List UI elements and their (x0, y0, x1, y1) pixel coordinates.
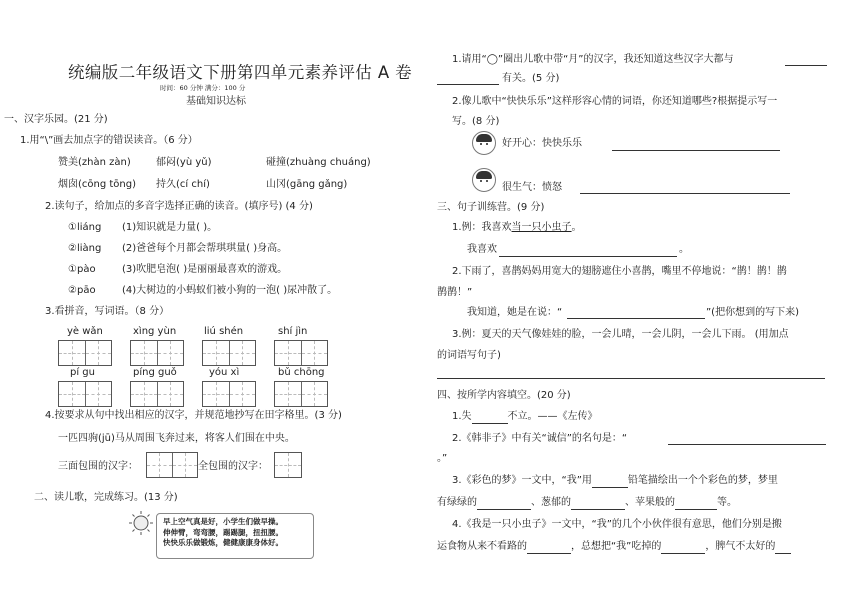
s3-q3: 3.例：夏天的天气像娃娃的脸，一会儿晴，一会儿阴，一会儿下雨。 (用加点 (452, 329, 789, 340)
q4-label-b: 全包围的汉字： (198, 461, 268, 472)
pinyin-label: shí jìn (278, 326, 308, 337)
q4-label-a: 三面包围的汉字： (58, 461, 138, 472)
s3-q2: 2.下雨了，喜鹊妈妈用宽大的翅膀遮住小喜鹊，嘴里不停地说：“鹊！鹊！鹊 (452, 266, 787, 277)
s4-q1 (452, 410, 598, 424)
s4-q3-cont (437, 496, 737, 510)
s1-q4: 4.按要求从句中找出相应的汉字，并规范地抄写在田字格里。(3 分) (45, 410, 342, 421)
answer-line[interactable] (785, 65, 827, 66)
s4-q3-c: 有绿绿的 (437, 497, 477, 508)
s3-q2-end: ”(把你想到的写下来) (706, 307, 799, 318)
s3-q2-cont: 鹊鹊！” (437, 287, 473, 298)
q2-reading: ②liàng (68, 243, 102, 254)
answer-line[interactable] (437, 84, 499, 85)
s1-q3: 3.看拼音，写词语。（8 分） (45, 306, 170, 317)
s2-q2: 2.像儿歌中“快快乐乐”这样形容心情的词语，你还知道哪些?根据提示写一 (452, 96, 778, 107)
answer-blank[interactable] (661, 553, 705, 554)
answer-blank[interactable] (592, 487, 628, 488)
q2-sentence: (2)爸爸每个月都会帮琪琪量( )身高。 (122, 243, 288, 254)
s4-q4: 4.《我是一只小虫子》一文中，“我”的几个小伙伴很有意思，他们分别是搬 (452, 519, 782, 530)
s4-q4-b: 运食物从来不看路的 (437, 541, 527, 552)
s4-q2-end: 。” (437, 453, 448, 464)
rhyme-line: 伸伸臂，弯弯腰，踢踢腿，扭扭腰。 (163, 527, 283, 537)
q2-reading: ①pào (68, 264, 96, 275)
section-3-heading: 三、句子训练营。(9 分) (437, 202, 545, 213)
s4-q4-cont (437, 540, 791, 554)
s3-q1-example: 当一只小虫子 (511, 222, 572, 233)
s1-q1: 1.用“\”画去加点字的错误读音。（6 分） (20, 135, 198, 146)
q1-item: 持久(cí chí) (156, 179, 210, 190)
s4-q3-b: 铅笔描绘出一个个彩色的梦，梦里 (627, 475, 778, 486)
q2-reading: ①liáng (68, 222, 102, 233)
pinyin-label: liú shén (204, 326, 244, 337)
pinyin-label: pí gu (70, 367, 95, 378)
q2-hint-angry: 很生气：愤怒 (502, 182, 562, 193)
writing-grid[interactable] (274, 381, 328, 407)
s3-q3-cont: 的词语写句子) (437, 350, 501, 361)
writing-grid[interactable] (58, 381, 112, 407)
q2-sentence: (4)大树边的小蚂蚁们被小狗的一泡( )尿冲散了。 (122, 285, 338, 296)
pinyin-label: bǔ chōng (278, 367, 325, 378)
q1-item: 赞美(zhàn zàn) (58, 157, 131, 168)
q1-item: 碰撞(zhuàng chuáng) (266, 157, 371, 168)
q1-item: 烟囱(cōng tōng) (58, 179, 137, 190)
s2-q2-end: 写。(8 分) (452, 116, 500, 127)
s4-q3-a: 3.《彩色的梦》一文中，“我”用 (452, 475, 592, 486)
q2-hint-happy: 好开心：快快乐乐 (502, 138, 582, 149)
q1-item: 山冈(gāng gǎng) (266, 179, 348, 190)
rhyme-line: 快快乐乐做锻炼，健健康康身体好。 (163, 538, 283, 547)
s4-q1-pre: 1.失 (452, 411, 472, 422)
pinyin-label: xìng yùn (133, 326, 177, 337)
s4-q3-f: 等。 (717, 497, 737, 508)
section-1-heading: 一、汉字乐园。(21 分) (4, 114, 108, 125)
s1-q2: 2.读句子，给加点的多音字选择正确的读音。(填序号) (4 分) (45, 201, 313, 212)
page-subtitle: 基础知识达标 (186, 96, 246, 107)
writing-grid[interactable] (146, 452, 198, 478)
q2-sentence: (1)知识就是力量( )。 (122, 222, 218, 233)
s4-q4-d: ，脾气不太好的 (705, 541, 776, 552)
section-2-heading: 二、读儿歌，完成练习。(13 分) (34, 492, 178, 503)
answer-line[interactable] (612, 150, 780, 151)
s3-q1-prompt: 我喜欢 (467, 244, 497, 255)
writing-grid[interactable] (274, 452, 302, 478)
answer-blank[interactable] (472, 423, 508, 424)
period-mark: 。 (679, 244, 689, 255)
writing-grid[interactable] (202, 340, 256, 366)
q1-item: 郁闷(yù yǔ) (156, 157, 212, 168)
answer-blank[interactable] (571, 509, 625, 510)
s3-q1 (452, 221, 582, 235)
pinyin-label: yóu xì (209, 367, 240, 378)
sun-illustration (128, 510, 154, 536)
happy-face-icon (472, 131, 496, 155)
answer-line[interactable] (499, 256, 677, 257)
s4-q3-d: 、葱郁的 (531, 497, 571, 508)
angry-face-icon (472, 168, 496, 192)
writing-grid[interactable] (202, 381, 256, 407)
s2-q1 (452, 53, 733, 67)
rhyme-line: 早上空气真是好，小学生们做早操。 (163, 517, 283, 526)
s4-q3 (452, 474, 778, 488)
q2-sentence: (3)吹肥皂泡( )是丽丽最喜欢的游戏。 (122, 264, 288, 275)
writing-grid[interactable] (130, 340, 184, 366)
writing-grid[interactable] (130, 381, 184, 407)
s2-q1-end: 有关。(5 分) (502, 73, 560, 84)
answer-blank[interactable] (775, 553, 791, 554)
answer-line[interactable] (580, 193, 790, 194)
nursery-rhyme-box (156, 513, 314, 559)
pinyin-label: yè wǎn (67, 326, 103, 337)
s3-q1-text: 1.例：我喜欢 (452, 222, 512, 233)
writing-grid[interactable] (58, 340, 112, 366)
page-title: 统编版二年级语文下册第四单元素养评估 A 卷 (68, 63, 413, 82)
q2-reading: ②pāo (68, 285, 96, 296)
answer-line[interactable] (668, 444, 826, 445)
s4-q2: 2.《韩非子》中有关“诚信”的名句是：“ (452, 433, 628, 444)
exam-meta: 时间：60 分钟 满分：100 分 (160, 84, 246, 92)
s3-q1-end: 。 (571, 222, 582, 233)
s2-q1-text: 1.请用“◯”圈出儿歌中带“月”的汉字，我还知道这些汉字大都与 (452, 54, 734, 65)
pinyin-label: píng guǒ (133, 367, 177, 378)
answer-blank[interactable] (527, 553, 571, 554)
answer-line[interactable] (567, 318, 705, 319)
s4-q4-c: ，总想把“我”吃掉的 (571, 541, 662, 552)
answer-blank[interactable] (477, 509, 531, 510)
writing-grid[interactable] (274, 340, 328, 366)
s4-q3-e: 、苹果般的 (625, 497, 675, 508)
answer-line[interactable] (437, 378, 825, 379)
section-4-heading: 四、按所学内容填空。(20 分) (437, 390, 571, 401)
q4-sentence: 一匹四驹(jū)马从周围飞奔过来，将客人们围在中央。 (58, 433, 295, 444)
s3-q2-prompt: 我知道，她是在说：“ (467, 307, 563, 318)
answer-blank[interactable] (675, 509, 717, 510)
s4-q1-post: 不立。——《左传》 (507, 411, 598, 422)
